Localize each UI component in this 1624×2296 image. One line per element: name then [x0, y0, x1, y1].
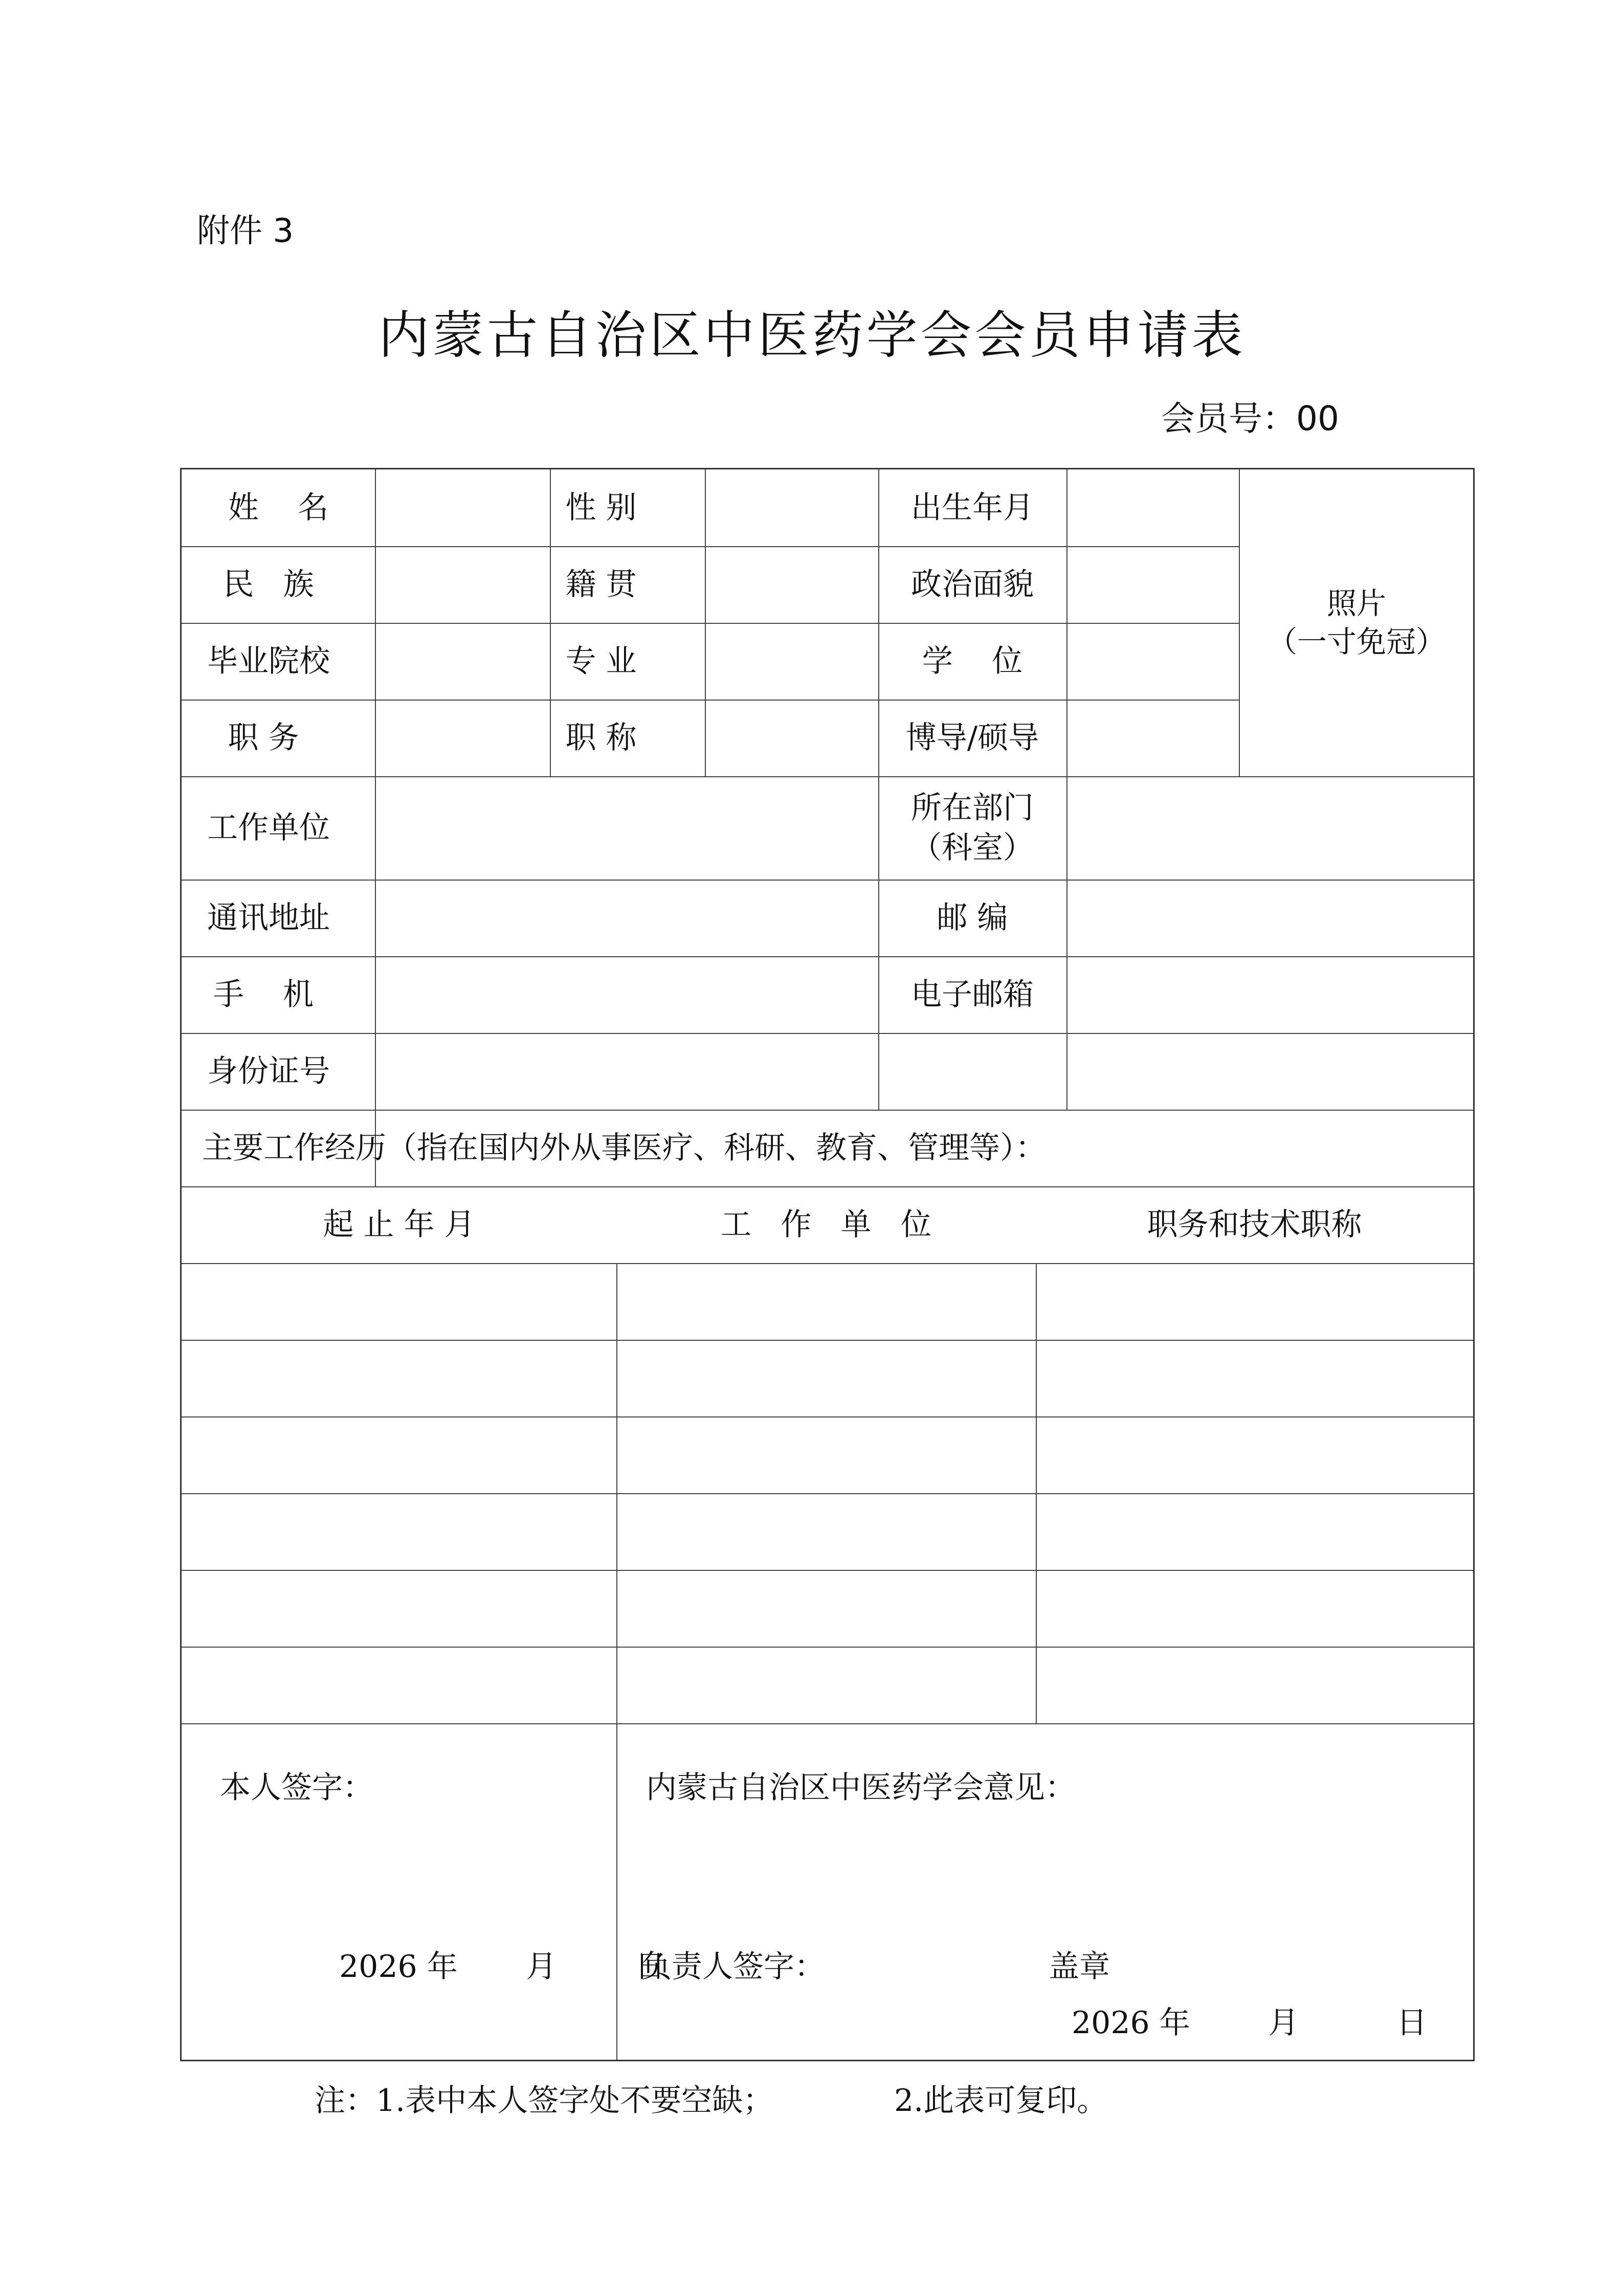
- major-field[interactable]: [706, 623, 878, 700]
- mobile-label: 手 机: [213, 977, 314, 1012]
- experience-heading: 主要工作经历（指在国内外从事医疗、科研、教育、管理等）：: [202, 1130, 1046, 1166]
- gender-field[interactable]: [706, 469, 878, 546]
- work-unit-field[interactable]: [376, 776, 878, 880]
- major-label: 专 业: [565, 643, 637, 679]
- name-field[interactable]: [376, 469, 550, 546]
- ethnicity-label: 民 族: [223, 567, 314, 602]
- title-rank-field[interactable]: [706, 700, 878, 776]
- supervisor-label: 博导/硕导: [905, 720, 1039, 756]
- table-row[interactable]: [182, 1416, 1473, 1493]
- member-number: 会员号：00: [1161, 399, 1339, 438]
- self-signature-label: 本人签字：: [220, 1770, 373, 1806]
- id-number-field[interactable]: [376, 1033, 1473, 1110]
- department-field[interactable]: [1067, 776, 1473, 880]
- postcode-field[interactable]: [1067, 880, 1473, 956]
- position-field[interactable]: [376, 700, 550, 776]
- position-label: 职 务: [228, 720, 299, 756]
- school-label: 毕业院校: [207, 643, 330, 679]
- political-status-field[interactable]: [1067, 546, 1239, 623]
- application-form-table: [180, 468, 1475, 2061]
- note-1: 注：1.表中本人签字处不要空缺；: [315, 2083, 774, 2119]
- postcode-label: 邮 编: [937, 900, 1008, 936]
- birth-label: 出生年月: [911, 490, 1034, 526]
- work-unit-label: 工作单位: [207, 810, 330, 846]
- self-signature-date: 2026 年 月 日: [339, 1949, 665, 1985]
- id-number-label: 身份证号: [207, 1053, 330, 1089]
- native-place-field[interactable]: [706, 546, 878, 623]
- degree-field[interactable]: [1067, 623, 1239, 700]
- table-row[interactable]: [182, 1570, 1473, 1647]
- photo-box[interactable]: 照片 （一寸免冠）: [1267, 586, 1445, 659]
- school-field[interactable]: [376, 623, 550, 700]
- supervisor-field[interactable]: [1067, 700, 1239, 776]
- seal-label: 盖章: [1049, 1949, 1110, 1985]
- department-label: 所在部门 （科室）: [911, 790, 1034, 866]
- political-status-label: 政治面貌: [911, 567, 1034, 602]
- table-row[interactable]: [182, 1493, 1473, 1570]
- table-row[interactable]: [182, 1647, 1473, 1723]
- table-row[interactable]: [182, 1263, 1473, 1340]
- title-rank-label: 职 称: [565, 720, 637, 756]
- native-place-label: 籍 贯: [565, 567, 637, 602]
- name-label: 姓 名: [228, 490, 329, 526]
- experience-col-period: 起 止 年 月: [323, 1207, 475, 1243]
- email-label: 电子邮箱: [911, 977, 1034, 1012]
- birth-field[interactable]: [1067, 469, 1239, 546]
- form-title: 内蒙古自治区中医药学会会员申请表: [378, 305, 1246, 365]
- note-2: 2.此表可复印。: [894, 2083, 1108, 2119]
- society-opinion-label: 内蒙古自治区中医药学会意见：: [646, 1770, 1076, 1806]
- email-field[interactable]: [1067, 956, 1473, 1033]
- address-label: 通讯地址: [207, 900, 330, 936]
- ethnicity-field[interactable]: [376, 546, 550, 623]
- mobile-field[interactable]: [376, 956, 878, 1033]
- society-date: 2026 年 月 日: [1072, 2005, 1428, 2041]
- degree-label: 学 位: [922, 643, 1023, 679]
- annex-label: 附件 3: [197, 212, 294, 250]
- address-field[interactable]: [376, 880, 878, 956]
- experience-col-unit: 工 作 单 位: [721, 1207, 931, 1243]
- gender-label: 性 别: [565, 490, 637, 526]
- leader-signature-label: 负责人签字：: [641, 1949, 825, 1985]
- table-row[interactable]: [182, 1340, 1473, 1416]
- experience-col-title: 职务和技术职称: [1147, 1207, 1362, 1243]
